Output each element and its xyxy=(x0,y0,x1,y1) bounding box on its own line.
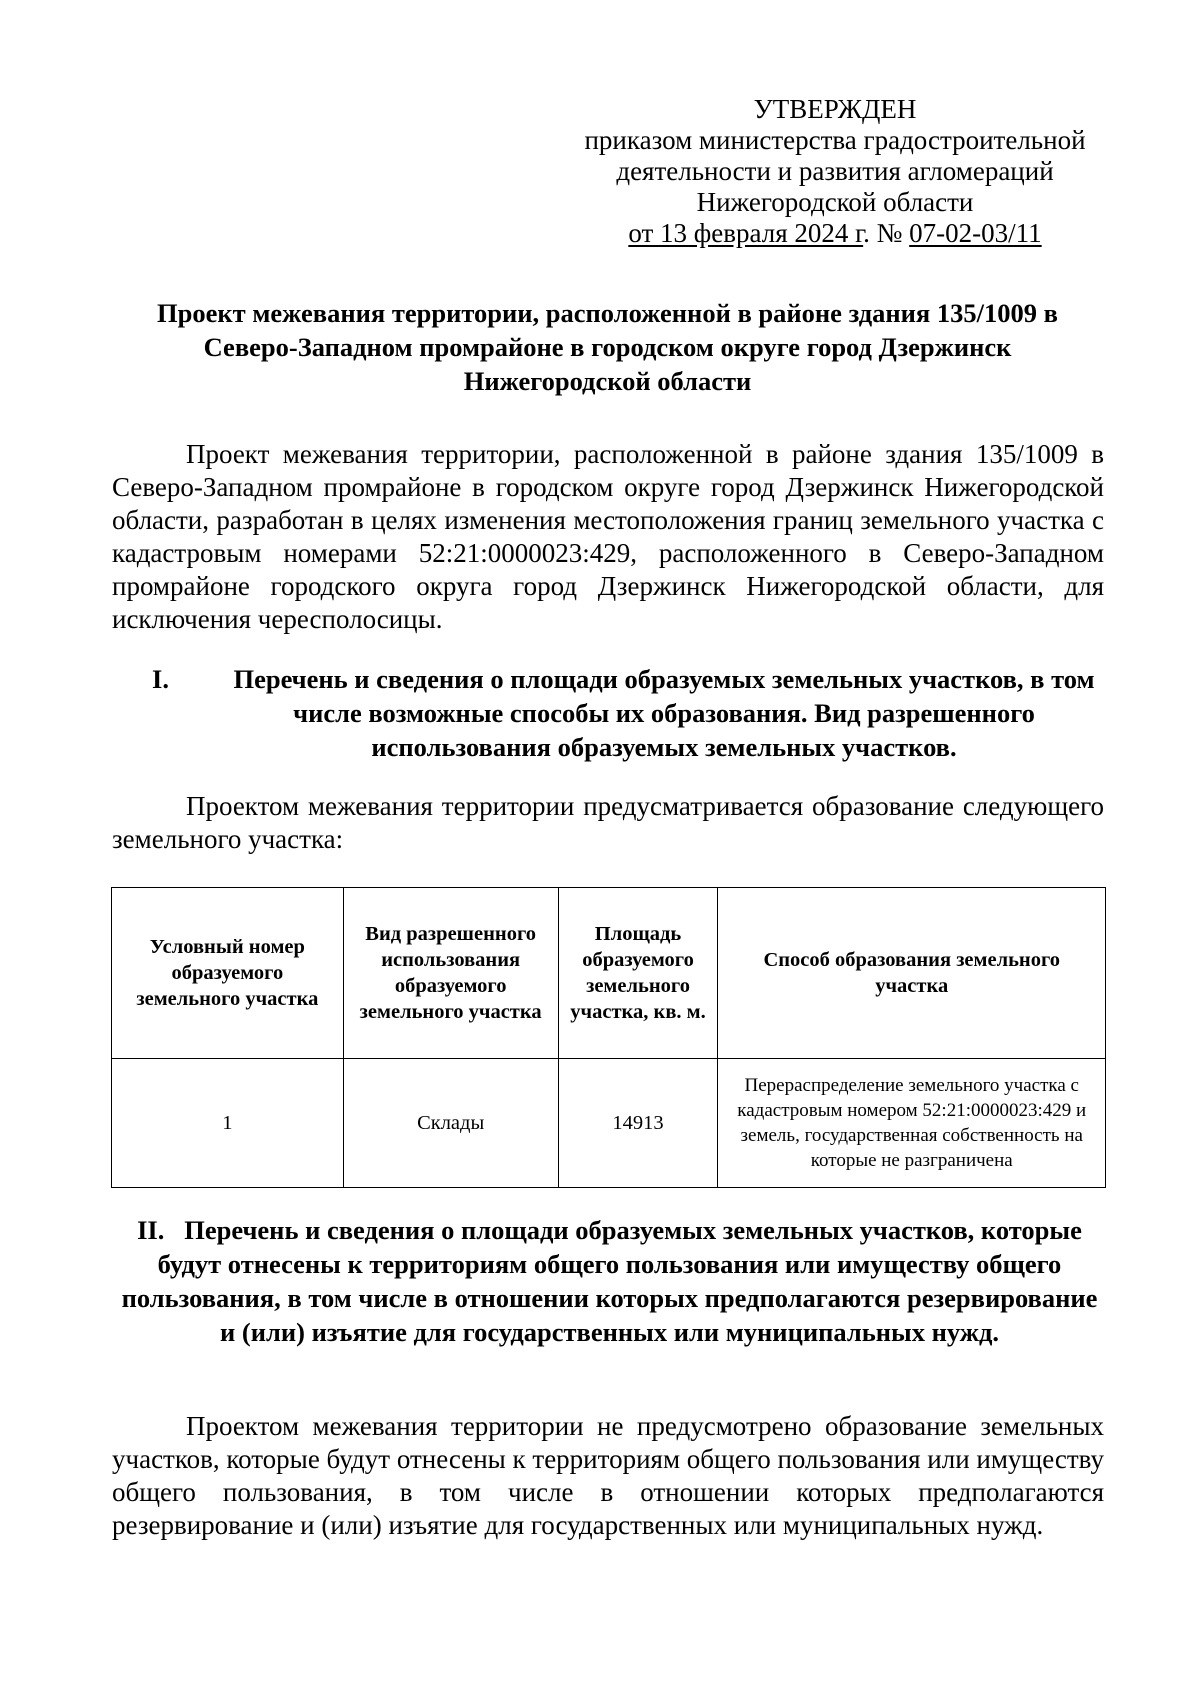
cell-area: 14913 xyxy=(558,1059,718,1188)
approval-date: 13 февраля 2024 г xyxy=(660,218,864,248)
section-1-paragraph xyxy=(112,790,1104,856)
section-2-paragraph xyxy=(112,1410,1104,1542)
header-plot-number: Условный номер образуемого земельного участка xyxy=(112,888,344,1059)
approval-ministry-line: деятельности и развития агломераций xyxy=(616,156,1054,186)
approval-number: 07-02-03/11 xyxy=(909,218,1042,248)
approval-stamp xyxy=(565,94,1105,249)
intro-paragraph xyxy=(112,438,1104,636)
cell-formation-method: Перераспределение земельного участка с кадастровым номером 52:21:0000023:429 и земель, государственная собственность на которые не разграничена xyxy=(718,1059,1106,1188)
section-1-heading xyxy=(112,662,1107,764)
section-1-heading-text: Перечень и сведения о площади образуемых земельных участков, в том числе возможные способы их образования. Вид разрешенного использования образуемых земельных участков. xyxy=(233,664,1095,762)
header-area: Площадь образуемого земельного участка, кв. м. xyxy=(558,888,718,1059)
approval-order-line: приказом министерства градостроительной xyxy=(584,125,1086,155)
approval-region-line: Нижегородской области xyxy=(696,187,974,217)
table-header-row xyxy=(112,888,1106,1059)
section-2-paragraph-text: Проектом межевания территории не предусмотрено образование земельных участков, которые будут отнесены к территориям общего пользования или имуществу общего пользования, в том числе в отношении которых предполагаются резервирование и (или) изъятие для государственных или муниципальных нужд. xyxy=(112,1411,1104,1540)
document-title: Проект межевания территории, расположенной в районе здания 135/1009 в Северо-Западном промрайоне в городском округе город Дзержинск Нижегородской области xyxy=(157,298,1058,396)
table-row xyxy=(112,1059,1106,1188)
section-2-number: II. xyxy=(137,1215,165,1245)
header-permitted-use: Вид разрешенного использования образуемого земельного участка xyxy=(343,888,558,1059)
approval-date-prefix: от xyxy=(628,218,661,248)
cell-plot-number: 1 xyxy=(112,1059,344,1188)
land-plots-table xyxy=(111,887,1106,1188)
section-1-number: I. xyxy=(152,664,169,694)
approval-date-line xyxy=(565,218,1105,249)
approval-heading: УТВЕРЖДЕН xyxy=(753,94,917,124)
section-1-paragraph-text: Проектом межевания территории предусматривается образование следующего земельного участка: xyxy=(112,791,1104,854)
cell-permitted-use: Склады xyxy=(343,1059,558,1188)
header-formation-method: Способ образования земельного участка xyxy=(718,888,1106,1059)
intro-paragraph-text: Проект межевания территории, расположенной в районе здания 135/1009 в Северо-Западном промрайоне в городском округе город Дзержинск Нижегородской области, разработан в целях изменения местоположения границ земельного участка с кадастровым номерами 52:21:0000023:429, расположенного в Северо-Западном промрайоне городского округа город Дзержинск Нижегородской области, для исключения чересполосицы. xyxy=(112,439,1104,634)
section-2-heading xyxy=(112,1213,1107,1349)
section-2-heading-text: Перечень и сведения о площади образуемых земельных участков, которые будут отнесены к территориям общего пользования или имуществу общего пользования, в том числе в отношении которых предполагаются резервирование и (или) изъятие для государственных или муниципальных нужд. xyxy=(121,1215,1098,1347)
approval-date-suffix: . № xyxy=(863,218,910,248)
